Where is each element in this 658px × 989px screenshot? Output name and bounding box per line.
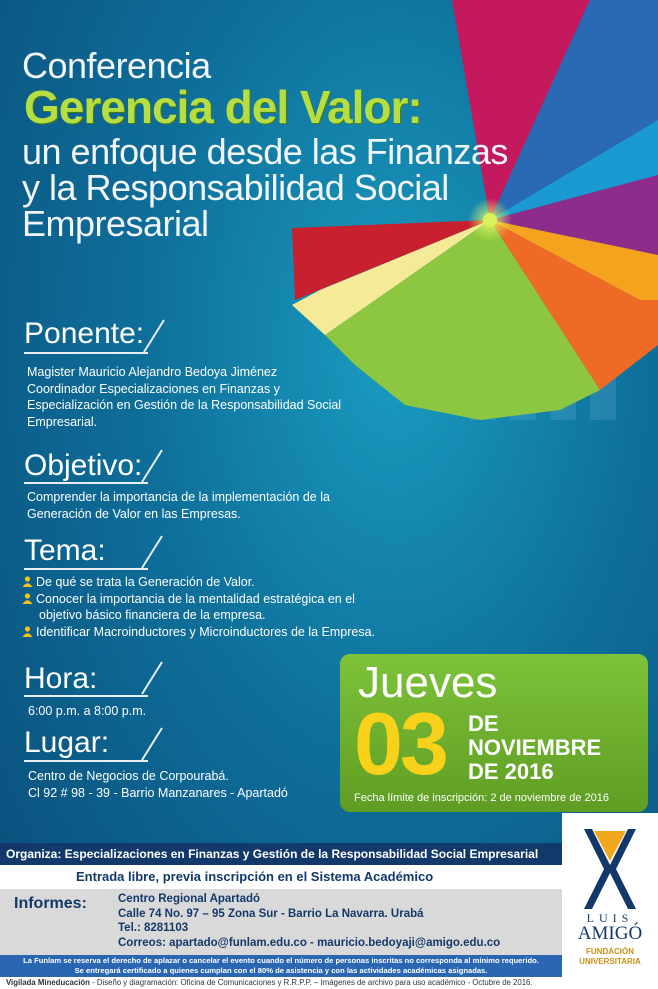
lugar-underline bbox=[24, 760, 148, 762]
ponente-slash-decoration bbox=[140, 318, 166, 354]
lugar-text bbox=[28, 768, 348, 801]
credits-text bbox=[0, 977, 658, 988]
logo-sub-line: UNIVERSITARIA bbox=[579, 957, 641, 966]
tema-slash-decoration bbox=[138, 534, 164, 570]
event-date-line: DE 2016 bbox=[468, 759, 554, 784]
lugar-slash-decoration bbox=[138, 726, 164, 762]
tema-item bbox=[22, 624, 422, 641]
event-weekday: Jueves bbox=[358, 658, 498, 707]
disclaimer-line: La Funlam se reserva el derecho de aplazar o cancelar el evento cuando el número de personas inscritas no corresponda al mínimo requerido. bbox=[23, 956, 539, 965]
event-day-number: 03 bbox=[354, 694, 446, 793]
ponente-line: Empresarial. bbox=[27, 414, 98, 429]
entry-info-text: Entrada libre, previa inscripción en el Sistema Académico bbox=[76, 869, 434, 884]
informes-details bbox=[118, 892, 500, 950]
hora-value: 6:00 p.m. a 8:00 p.m. bbox=[28, 704, 147, 718]
informes-line: Tel.: 8281103 bbox=[118, 922, 189, 934]
objetivo-line: Comprender la importancia de la implementación de la bbox=[27, 490, 330, 504]
objetivo-underline bbox=[24, 482, 148, 484]
contact-info-box bbox=[0, 889, 562, 955]
event-date-box bbox=[340, 654, 648, 812]
tema-item bbox=[22, 591, 422, 608]
objetivo-text bbox=[27, 489, 387, 522]
logo-subtitle bbox=[562, 947, 658, 967]
person-icon bbox=[22, 626, 33, 637]
title-line-conferencia: Conferencia bbox=[22, 45, 211, 86]
logo-name-top: LUIS bbox=[586, 911, 634, 925]
disclaimer-text bbox=[0, 955, 562, 976]
logo-sub-line: FUNDACIÓN bbox=[586, 947, 634, 956]
ponente-line: Magister Mauricio Alejandro Bedoya Jiménez bbox=[27, 365, 278, 379]
person-icon bbox=[22, 593, 33, 604]
registration-deadline: Fecha límite de inscripción: 2 de noviembre de 2016 bbox=[354, 792, 609, 804]
lugar-line: Centro de Negocios de Corpourabá. bbox=[28, 769, 229, 783]
tema-item-text: De qué se trata la Generación de Valor. bbox=[36, 575, 255, 589]
ponente-heading: Ponente: bbox=[24, 317, 145, 350]
disclaimer-line: Se entregará certificado a quienes cumplan con el 80% de asistencia y con las actividades académicas asignadas. bbox=[74, 966, 488, 975]
ponente-text bbox=[27, 364, 367, 430]
credits-bold: Vigilada Mineducación bbox=[6, 978, 90, 987]
ponente-line: Especialización en Gestión de la Responsabilidad Social bbox=[27, 398, 342, 412]
objetivo-heading: Objetivo: bbox=[24, 449, 143, 482]
tema-item-continuation: objetivo básico financiera de la empresa. bbox=[39, 608, 266, 622]
tema-list bbox=[22, 574, 422, 640]
disclaimer-bar bbox=[0, 955, 562, 977]
ponente-line: Coordinador Especializaciones en Finanzas y bbox=[27, 381, 280, 396]
tema-heading: Tema: bbox=[24, 534, 106, 567]
informes-line: Correos: apartado@funlam.edu.co - mauricio.bedoyaji@amigo.edu.co bbox=[118, 936, 501, 949]
hora-underline bbox=[24, 695, 148, 697]
organizer-text: Organiza: Especializaciones en Finanzas y Gestión de la Responsabilidad Social Empresarial bbox=[6, 847, 539, 861]
credits-rest: - Diseño y diagramación: Oficina de Comunicaciones y R.R.P.P. – Imágenes de archivo para uso académico - Octubre de 2016. bbox=[89, 978, 533, 987]
institution-logo bbox=[562, 813, 658, 977]
organizer-bar bbox=[0, 843, 562, 865]
objetivo-line: Generación de Valor en las Empresas. bbox=[27, 506, 241, 521]
informes-label: Informes: bbox=[14, 895, 87, 912]
credits-bar bbox=[0, 977, 658, 989]
tema-underline bbox=[24, 568, 148, 570]
event-month-block bbox=[468, 712, 601, 784]
title-line-5: Empresarial bbox=[22, 203, 209, 244]
ponente-underline bbox=[24, 352, 148, 354]
informes-line: Centro Regional Apartadó bbox=[118, 893, 261, 905]
tema-item bbox=[22, 574, 422, 591]
tema-item-text: Identificar Macroinductores y Microinductores de la Empresa. bbox=[36, 624, 376, 639]
entry-info-bar bbox=[0, 865, 562, 889]
event-date-line: DE bbox=[468, 711, 499, 736]
lugar-line: Cl 92 # 98 - 39 - Barrio Manzanares - Apartadó bbox=[28, 785, 288, 800]
logo-name-main: AMIGÓ bbox=[577, 923, 643, 944]
logo-emblem bbox=[580, 827, 640, 911]
informes-line: Calle 74 No. 97 – 95 Zona Sur - Barrio La Navarra. Urabá bbox=[118, 907, 424, 920]
person-icon bbox=[22, 576, 33, 587]
lugar-heading: Lugar: bbox=[24, 726, 110, 759]
tema-item-text: Conocer la importancia de la mentalidad estratégica en el bbox=[36, 591, 355, 606]
decorative-pie-graphic bbox=[250, 0, 658, 420]
objetivo-slash-decoration bbox=[138, 448, 164, 484]
hora-slash-decoration bbox=[138, 660, 164, 696]
title-line-4: y la Responsabilidad Social bbox=[22, 167, 449, 208]
event-date-line: NOVIEMBRE bbox=[468, 735, 602, 760]
title-line-3: un enfoque desde las Finanzas bbox=[22, 131, 508, 172]
hora-heading: Hora: bbox=[24, 662, 98, 695]
title-line-main: Gerencia del Valor: bbox=[24, 81, 422, 133]
